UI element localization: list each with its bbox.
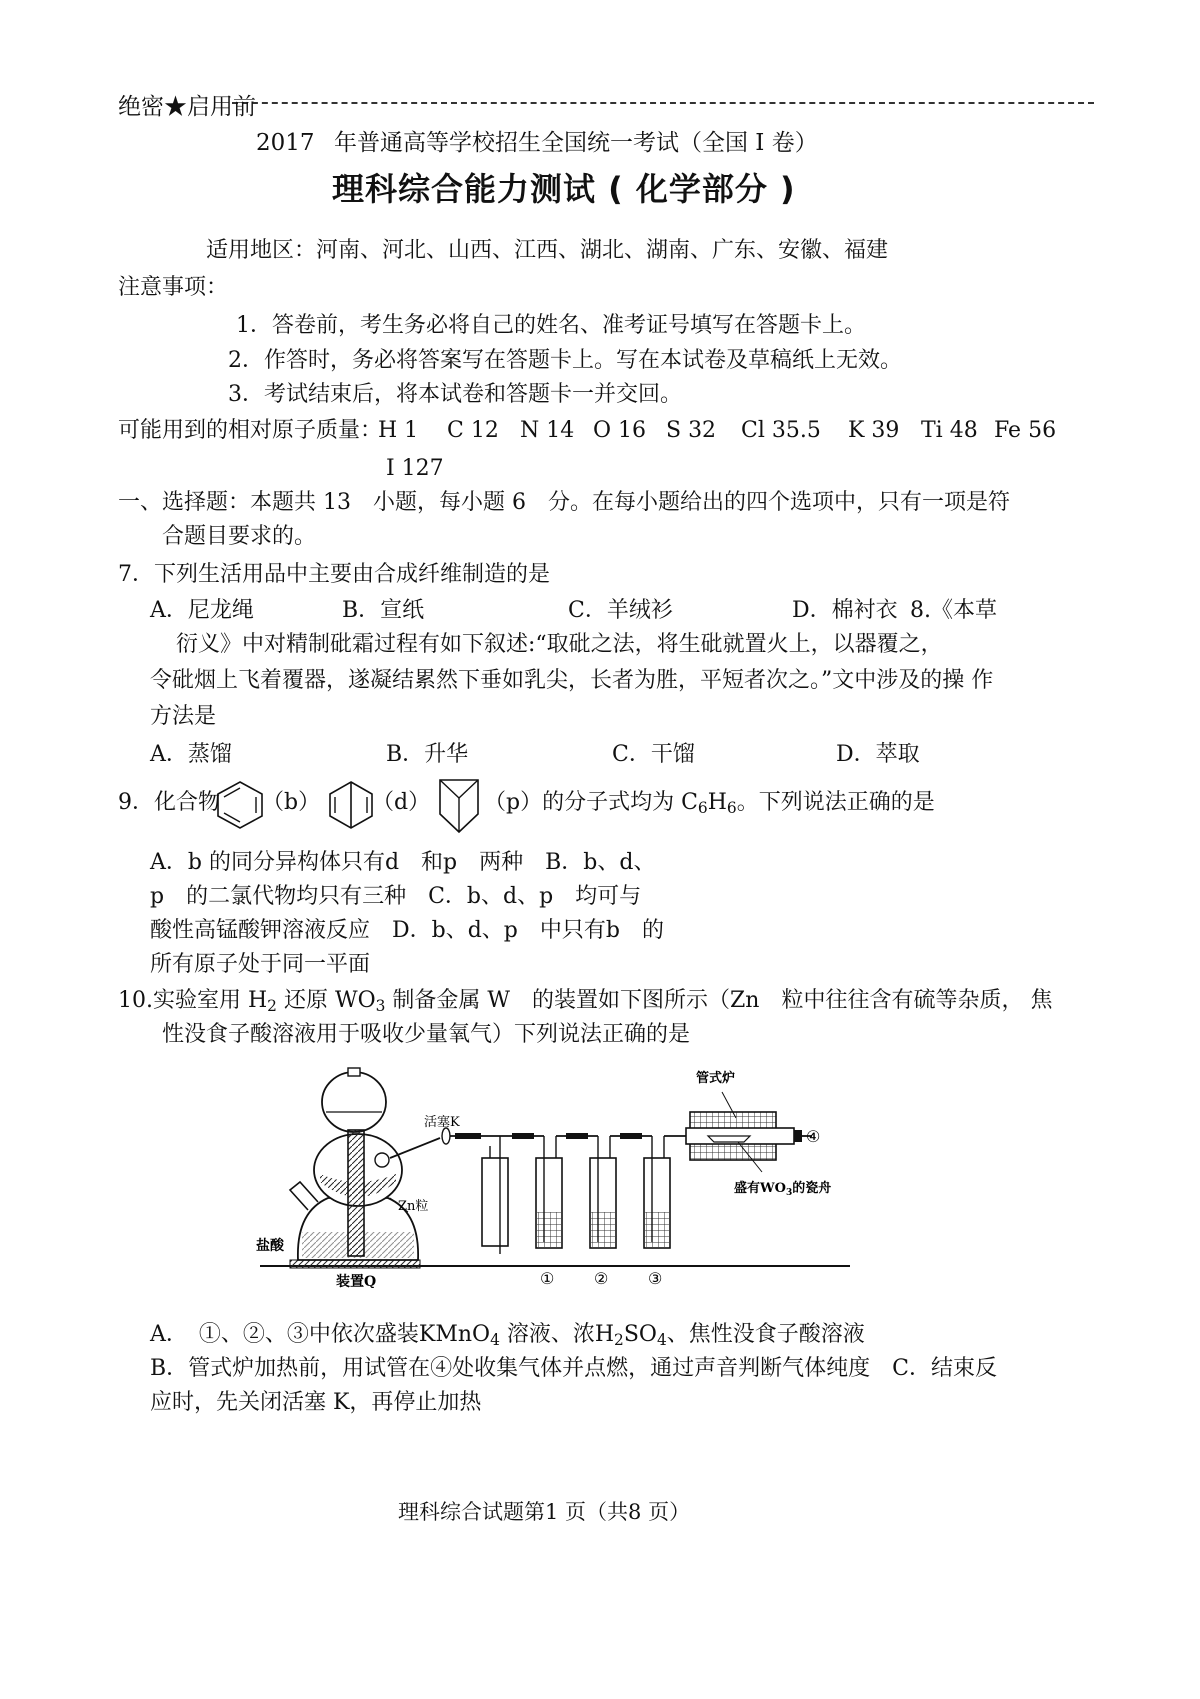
q7-option-b: B．宣纸 (342, 598, 425, 623)
secret-mark: 绝密★启用前 (118, 94, 256, 120)
benzene-structure-b (212, 778, 268, 830)
exam-year: 2017 (256, 130, 315, 156)
bottle-label-1: ① (540, 1269, 555, 1288)
q8-stem: 令砒烟上飞着覆器，遂凝结累然下垂如乳尖，长者为胜，平短者次之。”文中涉及的操 作 (150, 668, 994, 693)
q8-option-b: B．升华 (386, 742, 469, 767)
q8-option-d: D．萃取 (836, 742, 920, 767)
binding-dashed-line (232, 102, 1094, 104)
q9-label-p: （p）的分子式均为 $C_6H_6$。下列说法正确的是 (484, 790, 935, 817)
q9-label-b: （b） (262, 790, 321, 815)
notes-heading: 注意事项： (118, 275, 229, 300)
atomic-mass: N 14 (520, 418, 575, 443)
device-q-label: 装置Q (336, 1274, 377, 1288)
wash-bottle-empty (482, 1136, 508, 1254)
note-item: 3．考试结束后，将本试卷和答题卡一并交回。 (228, 382, 682, 407)
q7-option-d: D．棉衬衣 (792, 598, 898, 623)
wash-bottle-2 (590, 1136, 616, 1248)
stopcock-k-label: 活塞K (424, 1115, 460, 1130)
exam-title: 年普通高等学校招生全国统一考试（全国 I 卷） (334, 130, 818, 156)
kipp-central-tube (348, 1130, 364, 1256)
q10-stem: 10.实验室用 $H_2$ 还原 $WO_3$ 制备金属 W 的装置如下图所示（Zn 粒中往往含有硫等杂质， 焦 (118, 988, 1053, 1015)
hcl-label: 盐酸 (256, 1238, 284, 1254)
wash-bottle-3 (644, 1136, 670, 1248)
atomic-mass: Fe 56 (994, 418, 1057, 443)
q8-option-a: A．蒸馏 (150, 742, 232, 767)
atomic-mass: O 16 (593, 418, 647, 443)
q7-option-c: C．羊绒衫 (568, 598, 673, 623)
atomic-mass: S 32 (666, 418, 717, 443)
furnace-label: 管式炉 (696, 1071, 736, 1086)
q9-options: 所有原子处于同一平面 (150, 952, 371, 977)
q10-option-c: 应时，先关闭活塞 K，再停止加热 (150, 1390, 482, 1415)
bottle-label-2: ② (594, 1269, 609, 1288)
outlet-stopper (375, 1153, 389, 1167)
atomic-mass-list (378, 418, 1057, 444)
dewar-benzene-structure-d (324, 778, 378, 830)
regions: 适用地区：河南、河北、山西、江西、湖北、湖南、广东、安徽、福建 (206, 238, 889, 263)
q10-option-b: B．管式炉加热前，用试管在④处收集气体并点燃，通过声音判断气体纯度 C．结束反 (150, 1356, 998, 1381)
atomic-mass-extra: I 127 (386, 456, 444, 481)
q8-stem-start: 8.《本草 (910, 598, 997, 623)
funnel-neck (348, 1068, 360, 1076)
q9-options: A．b 的同分异构体只有d 和p 两种 B．b、d、 (150, 850, 656, 875)
q8-stem: 衍义》中对精制砒霜过程有如下叙述:“取砒之法，将生砒就置火上，以器覆之， (176, 632, 943, 657)
outlet-4-label: ④ (806, 1127, 821, 1146)
apparatus-diagram (250, 1062, 862, 1288)
atomic-mass: Cl 35.5 (741, 418, 821, 443)
boat-label: 盛有$WO_3$的瓷舟 (734, 1181, 832, 1198)
kipp-top-funnel (322, 1072, 386, 1132)
device-q-base (290, 1260, 420, 1268)
bottle-label-3: ③ (648, 1269, 663, 1288)
page-footer: 理科综合试题第1 页（共8 页） (398, 1500, 691, 1524)
porcelain-boat (708, 1136, 750, 1142)
section-1-intro-cont: 合题目要求的。 (162, 524, 317, 549)
outlet-tube (390, 1138, 440, 1158)
note-item: 2．作答时，务必将答案写在答题卡上。写在本试卷及草稿纸上无效。 (228, 348, 902, 373)
q9-formula: $C_6H_6$ (674, 790, 737, 817)
atomic-mass-label: 可能用到的相对原子质量： (118, 418, 383, 443)
prismane-structure-p (434, 774, 484, 836)
section-1-intro: 一、选择题：本题共 13 小题，每小题 6 分。在每小题给出的四个选项中，只有一项是符 (118, 490, 1010, 515)
q7-option-a: A．尼龙绳 (150, 598, 254, 623)
q10-stem-cont: 性没食子酸溶液用于吸收少量氧气）下列说法正确的是 (162, 1022, 691, 1047)
wash-bottle-1 (536, 1136, 562, 1248)
atomic-mass: C 12 (447, 418, 499, 443)
atomic-mass: H 1 (378, 418, 419, 443)
subject-title: 理科综合能力测试 ( 化学部分 ) (332, 170, 796, 208)
zn-label: Zn粒 (398, 1199, 429, 1214)
rubber-joint (512, 1133, 534, 1139)
q9-prefix: 9．化合物 (118, 790, 220, 815)
q10-option-a: A． ①、②、③中依次盛装KMnO$_4$ 溶液、浓$H_2SO_4$、焦性没食子酸溶液 (150, 1322, 865, 1349)
rubber-joint (620, 1133, 642, 1139)
note-item: 1．答卷前，考生务必将自己的姓名、准考证号填写在答题卡上。 (236, 313, 866, 338)
q9-options: 酸性高锰酸钾溶液反应 D．b、d、p 中只有b 的 (150, 918, 664, 943)
q9-label-d: （d） (372, 790, 431, 815)
rubber-joint (566, 1133, 588, 1139)
atomic-mass: Ti 48 (921, 418, 978, 443)
rubber-joint (455, 1133, 481, 1139)
q8-option-c: C．干馏 (612, 742, 695, 767)
atomic-mass: K 39 (848, 418, 900, 443)
stopcock-k (442, 1128, 450, 1144)
end-stopper (794, 1130, 802, 1142)
q8-stem: 方法是 (150, 704, 217, 729)
q7-stem: 7．下列生活用品中主要由合成纤维制造的是 (118, 562, 550, 587)
kipp-side-neck (290, 1182, 318, 1210)
q9-options: p 的二氯代物均只有三种 C．b、d、p 均可与 (150, 884, 642, 909)
